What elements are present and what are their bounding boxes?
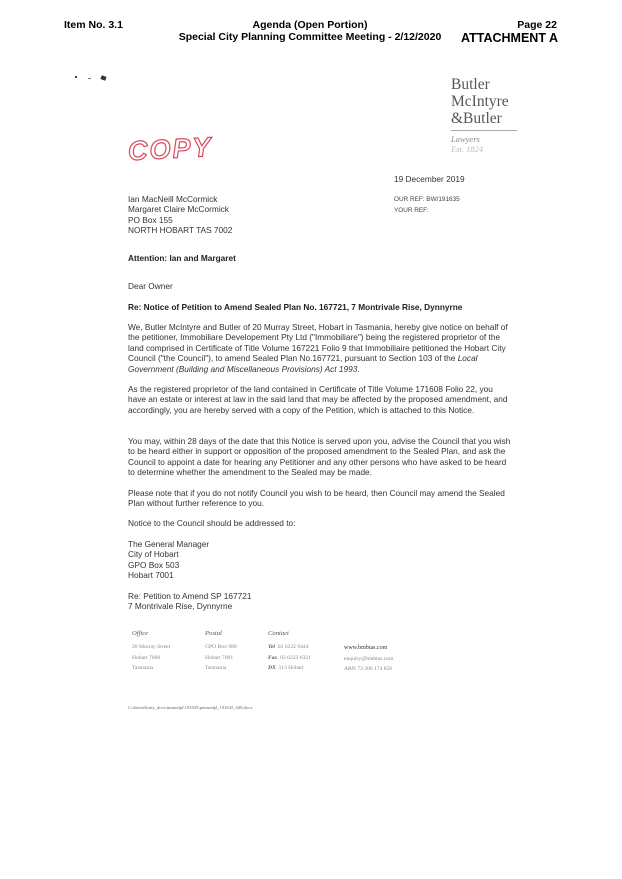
office-line: Tasmania	[132, 665, 154, 671]
agenda-title: Agenda (Open Portion)	[252, 19, 368, 31]
paragraph-1	[128, 322, 512, 374]
scan-mark	[75, 76, 77, 78]
council-address-line: The General Manager	[128, 539, 210, 549]
petition-reference-line: 7 Montrivale Rise, Dynnyrne	[128, 601, 233, 612]
scan-mark	[100, 75, 106, 80]
recipient-line: Ian MacNeill McCormick	[128, 194, 218, 204]
postal-line: GPO Box 980	[205, 644, 237, 650]
logo-divider	[451, 130, 517, 131]
letter-date: 19 December 2019	[394, 174, 465, 184]
petition-reference-line: Re: Petition to Amend SP 167721	[128, 591, 252, 601]
footer-web	[344, 643, 393, 675]
office-line: 20 Murray Street	[132, 644, 171, 650]
dx-number: 113 Hobart	[278, 665, 304, 671]
recipient-line: Margaret Claire McCormick	[128, 204, 229, 215]
logo-subtitle: Lawyers	[451, 134, 480, 144]
postal-label: Postal	[205, 630, 222, 637]
council-address	[128, 539, 209, 581]
page-number: Page 22	[517, 19, 557, 31]
contact-tel	[268, 642, 311, 653]
paragraph-2: As the registered proprietor of the land contained in Certificate of Title Volume 171608 Folio 22, you have an estate or interest at law in the said land that may be affected by the proposed amendment, and accordingly, you are hereby served with a copy of the Petition, which is attached to this Notice.	[128, 384, 508, 415]
contact-dx	[268, 663, 311, 674]
footer-postal	[205, 630, 237, 674]
logo-line-2: McIntyre	[451, 93, 509, 110]
contact-details	[268, 642, 311, 674]
postal-address	[205, 642, 237, 674]
abn: ABN 73 206 174 856	[344, 666, 393, 672]
website-link[interactable]: www.bmbtas.com	[344, 645, 388, 651]
fax-label: Fax	[268, 654, 278, 661]
contact-fax	[268, 653, 311, 664]
logo-line-1: Butler	[451, 76, 490, 93]
recipient-address	[128, 194, 232, 236]
act-title: Local Government (Building and Miscellaneous Provisions) Act 1993	[128, 353, 478, 374]
email-link[interactable]: enquiry@bmbtas.com	[344, 655, 394, 662]
our-ref: OUR REF: BW/191635	[394, 196, 460, 203]
recipient-line: PO Box 155	[128, 214, 173, 225]
fax-number: 03 6223 6321	[280, 654, 311, 661]
council-address-line: City of Hobart	[128, 549, 179, 560]
tel-label: Tel	[268, 644, 275, 650]
firm-logo	[451, 76, 509, 127]
council-address-line: GPO Box 503	[128, 559, 180, 570]
agenda-header	[150, 19, 470, 43]
council-address-line: Hobart 7001	[128, 570, 174, 581]
office-address	[132, 642, 170, 674]
office-label: Office	[132, 630, 149, 637]
attention-line: Attention: Ian and Margaret	[128, 253, 236, 263]
file-path: C:data\affinity_docs\immodpl\191635\pmmodpl_191635_048.docx	[128, 705, 253, 710]
logo-est: Est. 1824	[451, 144, 484, 154]
paragraph-3: You may, within 28 days of the date that this Notice is served upon you, advise the Council that you wish to be heard either in support or opposition of the proposed amendment to the Sealed Plan, and ask the Council to appoint a date for hearing any Petitioner and any other persons who have asked to be heard to determine whether the amendment to the Sealed may be made.	[128, 436, 511, 478]
postal-line: Tasmania	[205, 665, 227, 671]
paragraph-1-end: .	[357, 363, 360, 374]
footer-contact	[268, 630, 311, 674]
paragraph-5: Notice to the Council should be addressed to:	[128, 518, 296, 528]
postal-line: Hobart 7001	[205, 654, 234, 661]
dx-label: DX	[268, 665, 276, 671]
subject-line: Re: Notice of Petition to Amend Sealed Plan No. 167721, 7 Montrivale Rise, Dynnyrne	[128, 302, 463, 312]
scan-mark	[88, 78, 91, 79]
salutation: Dear Owner	[128, 281, 173, 291]
item-number: Item No. 3.1	[64, 19, 123, 31]
paragraph-1-text: We, Butler McIntyre and Butler of 20 Murray Street, Hobart in Tasmania, hereby give notice on behalf of the petitioner, Immobiliare Developement Pty Ltd ("Immobiliare") being the registered proprietor of the land comprised in Certificate of Title Volume 167221 Folio 9 that Immobiliaire petitioned the Hobart City Council ("the Council"), to amend Sealed Plan No.167721, pursuant to Section 103 of the	[128, 322, 508, 364]
meeting-title: Special City Planning Committee Meeting - 2/12/2020	[178, 31, 442, 43]
your-ref: YOUR REF:	[394, 207, 429, 214]
logo-line-3: &Butler	[451, 110, 502, 127]
recipient-line: NORTH HOBART TAS 7002	[128, 225, 233, 236]
petition-reference	[128, 591, 251, 612]
copy-stamp: COPY	[127, 131, 214, 167]
office-line: Hobart 7000	[132, 654, 161, 661]
footer-office	[132, 630, 170, 674]
paragraph-4: Please note that if you do not notify Council you wish to be heard, then Council may amend the Sealed Plan without further reference to you.	[128, 488, 505, 509]
tel-number: 03 6222 9444	[277, 644, 309, 650]
attachment-label: ATTACHMENT A	[461, 31, 558, 45]
contact-label: Contact	[268, 630, 289, 637]
